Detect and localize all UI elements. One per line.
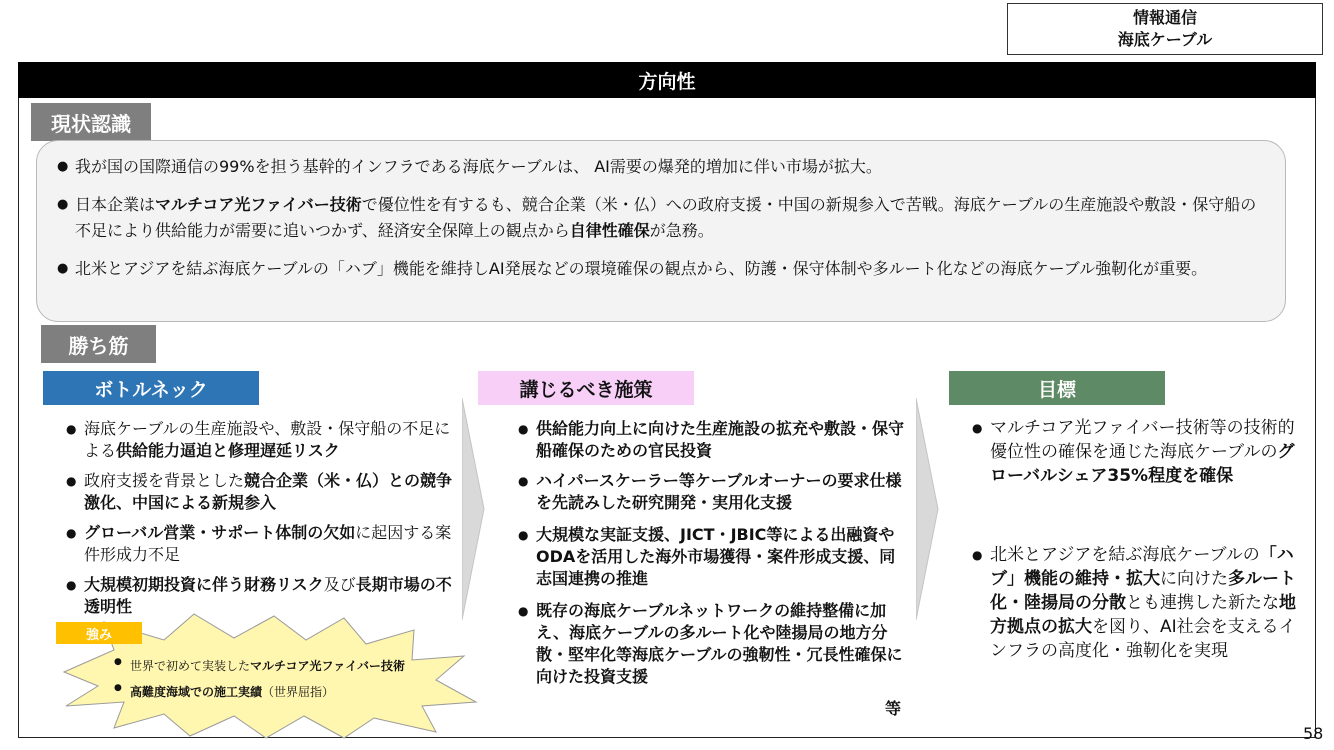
page-number: 58 — [1303, 724, 1324, 743]
measure-item-1: ● 供給能力向上に向けた生産施設の拡充や敷設・保守船確保のための官民投資 — [518, 418, 908, 462]
current-status-label: 現状認識 — [31, 103, 151, 141]
bottleneck-item-1 — [66, 418, 456, 462]
category-box — [1007, 3, 1323, 55]
bottleneck-item-4-emphasis-a: 大規模初期投資に伴う財務リスク — [84, 575, 324, 594]
strength-item-1-text-a: 世界で初めて実装した — [130, 659, 251, 673]
bottleneck-item-2-text-a: 政府支援を背景とした — [84, 471, 245, 490]
goal-item-2-text-g: を図り、AI社会を支えるインフラの高度化・強靭化を実現 — [990, 617, 1296, 661]
measures-etc: 等 — [885, 699, 902, 718]
bottleneck-item-1-emphasis-b: 供給能力逼迫と修理遅延リスク — [116, 441, 340, 460]
measure-item-2: ● ハイパースケーラー等ケーブルオーナーの要求仕様を先読みした研究開発・実用化支援 — [518, 470, 908, 514]
current-status-item-2-text-e: が急務。 — [649, 221, 714, 240]
measure-item-4: ● 既存の海底ケーブルネットワークの維持整備に加え、海底ケーブルの多ルート化や陸揚局の地方分散・堅牢化等海底ケーブルの強靭性・冗長性確保に向けた投資支援 — [518, 600, 908, 688]
goal-item-2 — [972, 543, 1302, 663]
bottleneck-item-4-text-b: 及び — [323, 575, 356, 594]
strength-item-2-emphasis-a: 高難度海域での施工実績 — [130, 685, 263, 699]
current-status-item-3 — [57, 256, 1267, 282]
strength-item-2-text-b: （世界屈指） — [262, 685, 335, 699]
bottleneck-item-4-emphasis-c: 長期市場の不透明性 — [84, 575, 452, 616]
category-line1: 情報通信 — [1132, 8, 1197, 27]
strength-item-1-emphasis-b: マルチコア光ファイバー技術 — [250, 659, 406, 673]
goal-item-1 — [972, 416, 1302, 488]
current-status-item-3-text: 北米とアジアを結ぶ海底ケーブルの「ハブ」機能を維持しAI発展などの環境確保の観点から、防護・保守体制や多ルート化などの海底ケーブル強靭化が重要。 — [75, 259, 1208, 278]
goal-item-2-emphasis-b: 「ハブ」機能の維持・拡大 — [990, 545, 1294, 589]
chevron-right-icon — [916, 398, 940, 620]
goal-item-2-text-e: とも連携した新たな — [1126, 593, 1279, 613]
bottleneck-item-2 — [66, 470, 456, 514]
goal-item-2-emphasis-f: 地方拠点の拡大 — [990, 593, 1296, 637]
current-status-item-1-text: 我が国の国際通信の99%を担う基幹的インフラである海底ケーブルは、 AI需要の爆発的増加に伴い市場が拡大。 — [75, 157, 882, 176]
bottleneck-item-2-emphasis-b: 競合企業（米・仏）との競争激化、中国による新規参入 — [84, 471, 453, 512]
goal-item-2-text-a: 北米とアジアを結ぶ海底ケーブルの — [990, 545, 1260, 565]
current-status-item-2-emphasis-b: マルチコア光ファイバー技術 — [155, 195, 362, 214]
winning-path-label: 勝ち筋 — [41, 325, 156, 363]
current-status-item-2-text-a: 日本企業は — [75, 195, 156, 214]
current-status-item-2-emphasis-d: 自律性確保 — [569, 221, 650, 240]
goals-header: 目標 — [949, 371, 1165, 405]
goal-item-1-text-a: マルチコア光ファイバー技術等の技術的優位性の確保を通じた海底ケーブルの — [990, 418, 1295, 462]
current-status-item-1 — [57, 154, 1267, 180]
measures-header: 講じるべき施策 — [478, 371, 694, 405]
current-status-box — [36, 140, 1286, 322]
goal-item-1-emphasis-b: グローバルシェア35%程度を確保 — [990, 442, 1295, 486]
measure-item-3: ● 大規模な実証支援、JICT・JBIC等による出融資やODAを活用した海外市場獲得・案件形成支援、同志国連携の推進 — [518, 524, 908, 590]
goal-item-2-emphasis-d: 多ルート化・陸揚局の分散 — [990, 569, 1296, 613]
strength-item-2 — [114, 683, 334, 700]
bottleneck-item-3 — [66, 522, 456, 566]
page-title: 方向性 — [18, 62, 1316, 98]
bottleneck-item-3-text-b: に起因する案件形成力不足 — [84, 523, 452, 564]
goal-item-2-text-c: に向けた — [1160, 569, 1228, 589]
chevron-right-icon — [462, 398, 486, 620]
category-line2: 海底ケーブル — [1117, 30, 1213, 49]
current-status-item-2 — [57, 192, 1267, 244]
current-status-item-2-text-c: で優位性を有するも、競合企業（米・仏）への政府支援・中国の新規参入で苦戦。海底ケーブルの生産施設や敷設・保守船の不足により供給能力が需要に追いつかず、経済安全保障上の観点から — [75, 195, 1257, 240]
strength-tag: 強み — [56, 622, 142, 644]
bottleneck-item-3-emphasis-a: グローバル営業・サポート体制の欠如 — [84, 523, 356, 542]
bottleneck-header: ボトルネック — [43, 371, 259, 405]
strength-item-1 — [114, 657, 405, 674]
bottleneck-item-1-text-a: 海底ケーブルの生産施設や、敷設・保守船の不足による — [84, 419, 451, 460]
